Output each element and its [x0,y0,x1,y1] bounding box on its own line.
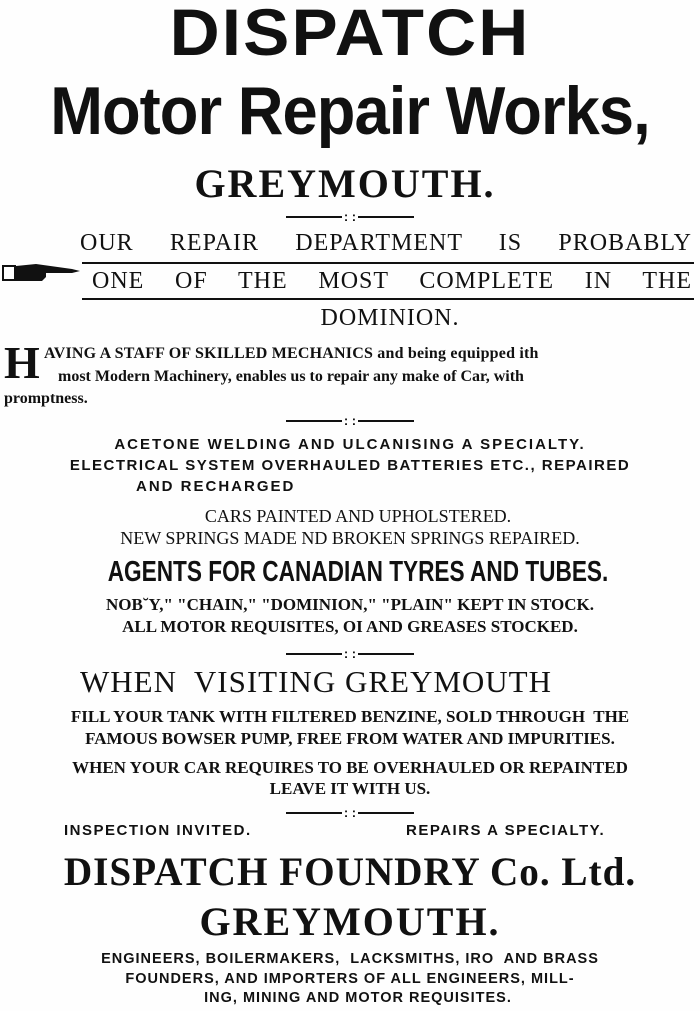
foundry-line-1: ENGINEERS, BOILERMAKERS, LACKSMITHS, IRO AND BRASS [101,951,599,967]
foundry-line-2: FOUNDERS, AND IMPORTERS OF ALL ENGINEERS, MILL- [125,971,575,987]
divider-4: : : [0,806,700,820]
foundry-line-3: ING, MINING AND MOTOR REQUISITES. [204,990,512,1006]
foundry-name: DISPATCH FOUNDRY Co. Ltd. [63,849,637,894]
header-town: GREYMOUTH. [194,161,496,206]
visiting-headline: WHEN VISITING GREYMOUTH [79,664,553,699]
agents-stock: NOB˘Y," "CHAIN," "DOMINION," "PLAIN" KEPT IN STOCK. [106,595,594,614]
services-line-1: ACETONE WELDING AND ULCANISING A SPECIALTY. [114,436,586,453]
repairs-specialty: REPAIRS A SPECIALTY. [406,822,606,839]
pointing-hand-icon [2,262,82,284]
services-line-5: NEW SPRINGS MADE ND BROKEN SPRINGS REPAIRED. [120,528,580,548]
services-line-2: ELECTRICAL SYSTEM OVERHAULED BATTERIES ETC., REPAIRED [69,457,631,474]
services-line-4: CARS PAINTED AND UPHOLSTERED. [204,506,512,526]
visiting-line-4: LEAVE IT WITH US. [269,779,431,798]
agents-requisites: ALL MOTOR REQUISITES, OI AND GREASES STOCKED. [122,617,578,636]
claim-rule-top [82,262,694,264]
header-title: DISPATCH [169,0,531,69]
claim-line-3: DOMINION. [320,305,460,331]
claim-rule-bottom [82,298,694,300]
inspection-invited: INSPECTION INVITED. [64,822,252,839]
divider-1: : : [0,210,700,224]
visiting-line-2: FAMOUS BOWSER PUMP, FREE FROM WATER AND IMPURITIES. [85,729,615,748]
staff-line-1: AVING A STAFF OF SKILLED MECHANICS and being equipped ith [44,345,539,362]
foundry-town: GREYMOUTH. [199,899,501,944]
staff-dropcap: H [4,337,40,388]
staff-line-2: most Modern Machinery, enables us to repair any make of Car, with [58,368,524,385]
divider-2: : : [0,414,700,428]
divider-3: : : [0,647,700,661]
visiting-line-3: WHEN YOUR CAR REQUIRES TO BE OVERHAULED OR REPAINTED [72,758,628,777]
staff-line-3: promptness. [4,390,88,407]
visiting-line-1: FILL YOUR TANK WITH FILTERED BENZINE, SOLD THROUGH THE [70,707,630,726]
agents-headline: AGENTS FOR CANADIAN TYRES AND TUBES. [107,556,609,588]
claim-line-1: OUR REPAIR DEPARTMENT IS PROBABLY [80,230,692,256]
claim-line-2: ONE OF THE MOST COMPLETE IN THE [92,268,692,294]
header-subtitle: Motor Repair Works, [50,73,650,149]
services-line-3: AND RECHARGED [136,478,296,495]
